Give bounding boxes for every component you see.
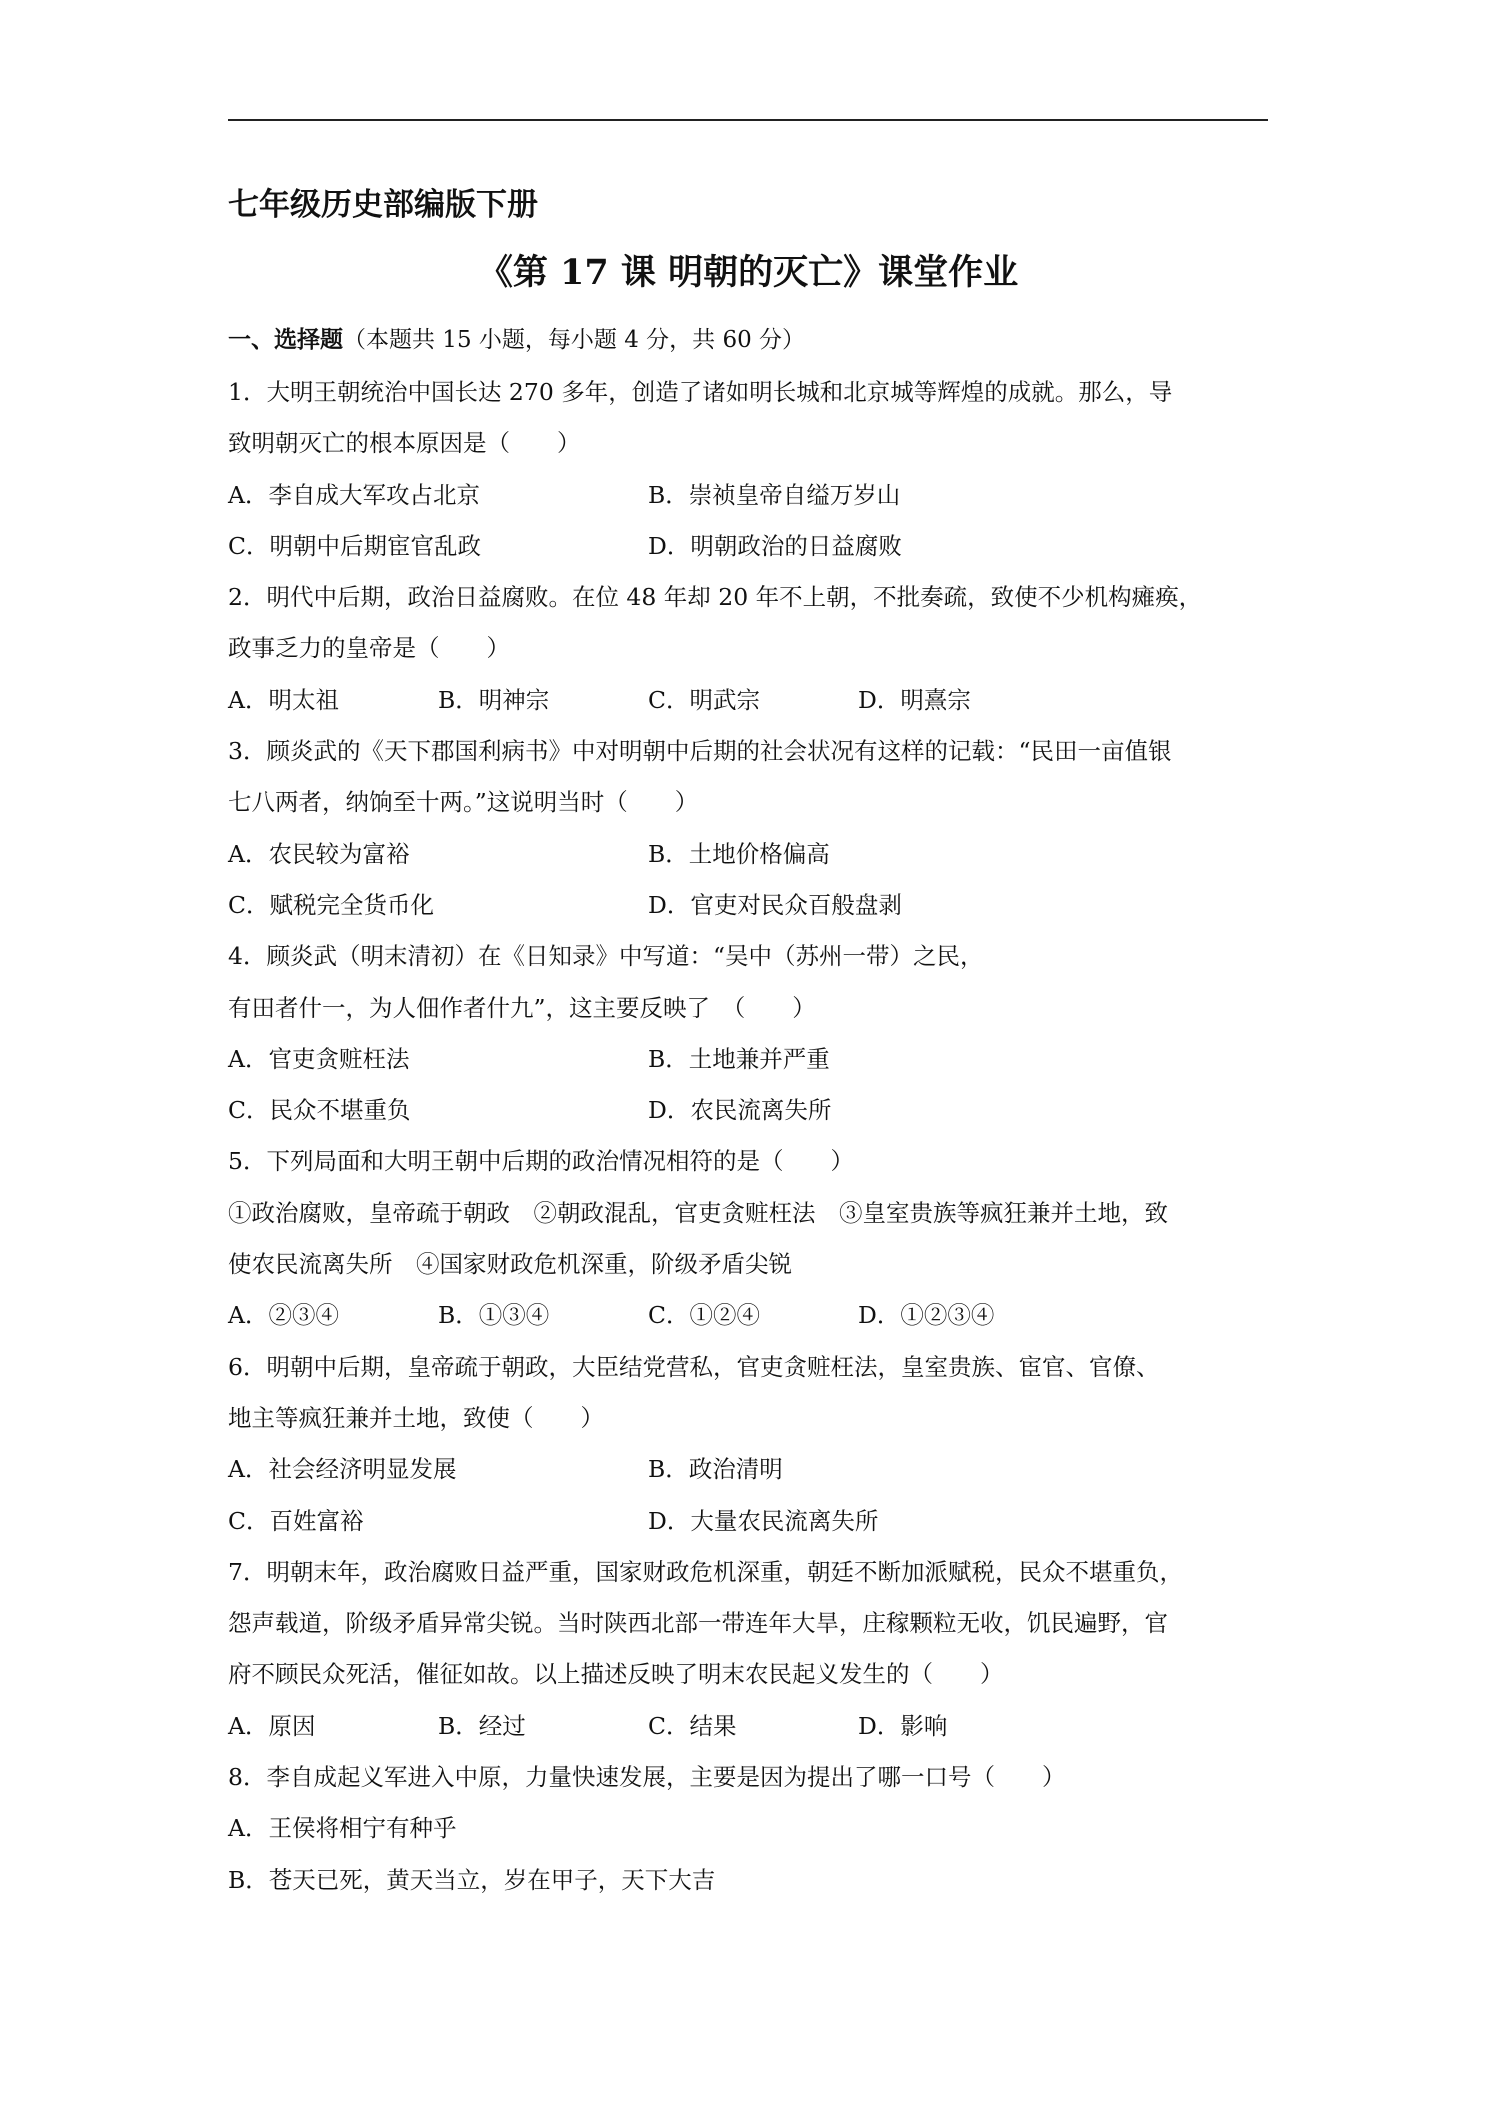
option-a: A．王侯将相宁有种乎 xyxy=(228,1814,457,1843)
option-a: A．②③④ xyxy=(228,1301,339,1330)
option-c: C．百姓富裕 xyxy=(228,1506,364,1535)
question-text-line: 2．明代中后期，政治日益腐败。在位 48 年却 20 年不上朝，不批奏疏，致使不少机构瘫痪， xyxy=(228,583,1203,612)
option-c: C．明朝中后期宦官乱政 xyxy=(228,531,481,560)
option-a: A．李自成大军攻占北京 xyxy=(228,480,480,509)
question-text-line: 政事乏力的皇帝是（ ） xyxy=(228,634,510,663)
question-text-line: 怨声载道，阶级矛盾异常尖锐。当时陕西北部一带连年大旱，庄稼颗粒无收，饥民遍野，官 xyxy=(228,1609,1168,1638)
section-note: （本题共 15 小题，每小题 4 分，共 60 分） xyxy=(343,327,806,353)
grade-title: 七年级历史部编版下册 xyxy=(228,187,538,223)
question-list xyxy=(228,367,1268,1906)
lesson-title: 《第 17 课 明朝的灭亡》课堂作业 xyxy=(477,252,1019,293)
option-c: C．明武宗 xyxy=(648,685,760,714)
options-row xyxy=(228,1496,1268,1547)
question-text-line: ①政治腐败，皇帝疏于朝政 ②朝政混乱，官吏贪赃枉法 ③皇室贵族等疯狂兼并土地，致 xyxy=(228,1198,1168,1227)
question-text-line: 有田者什一，为人佃作者什九”，这主要反映了 （ ） xyxy=(228,993,816,1022)
option-d: D．①②③④ xyxy=(858,1301,995,1330)
question-text-line: 府不顾民众死活，催征如故。以上描述反映了明末农民起义发生的（ ） xyxy=(228,1660,1004,1689)
question-text-line: 6．明朝中后期，皇帝疏于朝政，大臣结党营私，官吏贪赃枉法，皇室贵族、宦官、官僚、 xyxy=(228,1352,1160,1381)
option-c: C．民众不堪重负 xyxy=(228,1096,411,1125)
question-text-line: 地主等疯狂兼并土地，致使（ ） xyxy=(228,1403,604,1432)
option-c: C．①②④ xyxy=(648,1301,760,1330)
option-b: B．政治清明 xyxy=(648,1455,783,1484)
option-b: B．①③④ xyxy=(438,1301,550,1330)
option-a: A．明太祖 xyxy=(228,685,339,714)
question-text-line: 使农民流离失所 ④国家财政危机深重，阶级矛盾尖锐 xyxy=(228,1250,792,1279)
document-page xyxy=(228,0,1268,2104)
option-b: B．苍天已死，黄天当立，岁在甲子，天下大吉 xyxy=(228,1865,716,1894)
question-text-line: 4．顾炎武（明末清初）在《日知录》中写道：“吴中（苏州一带）之民， xyxy=(228,942,984,971)
question-text-line: 5．下列局面和大明王朝中后期的政治情况相符的是（ ） xyxy=(228,1147,854,1176)
section-label: 一、选择题 xyxy=(228,326,343,353)
question-text-line: 7．明朝末年，政治腐败日益严重，国家财政危机深重，朝廷不断加派赋税，民众不堪重负， xyxy=(228,1557,1183,1586)
option-d: D．明朝政治的日益腐败 xyxy=(648,531,902,560)
question-5 xyxy=(228,1136,1268,1341)
question-text-line: 致明朝灭亡的根本原因是（ ） xyxy=(228,429,581,458)
options-row xyxy=(228,1034,1268,1085)
question-text-line: 3．顾炎武的《天下郡国利病书》中对明朝中后期的社会状况有这样的记载：“民田一亩值银 xyxy=(228,737,1172,766)
question-1 xyxy=(228,367,1268,572)
options-row xyxy=(228,521,1268,572)
option-a: A．官吏贪赃枉法 xyxy=(228,1044,410,1073)
option-a: A．农民较为富裕 xyxy=(228,839,410,868)
option-a: A．原因 xyxy=(228,1711,316,1740)
question-6 xyxy=(228,1342,1268,1547)
option-b: B．崇祯皇帝自缢万岁山 xyxy=(648,480,901,509)
option-c: C．结果 xyxy=(648,1711,737,1740)
question-4 xyxy=(228,931,1268,1136)
question-7 xyxy=(228,1547,1268,1752)
question-text-line: 七八两者，纳饷至十两。”这说明当时（ ） xyxy=(228,788,699,817)
question-3 xyxy=(228,726,1268,931)
option-d: D．农民流离失所 xyxy=(648,1096,832,1125)
option-b: B．明神宗 xyxy=(438,685,550,714)
options-row xyxy=(228,880,1268,931)
option-b: B．土地兼并严重 xyxy=(648,1044,830,1073)
option-d: D．大量农民流离失所 xyxy=(648,1506,879,1535)
options-row xyxy=(228,1701,1268,1752)
options-row xyxy=(228,470,1268,521)
options-row xyxy=(228,829,1268,880)
header-rule xyxy=(228,119,1268,121)
option-d: D．官吏对民众百般盘剥 xyxy=(648,890,902,919)
option-d: D．明熹宗 xyxy=(858,685,971,714)
option-d: D．影响 xyxy=(858,1711,948,1740)
option-b: B．土地价格偏高 xyxy=(648,839,830,868)
question-8 xyxy=(228,1752,1268,1906)
option-b: B．经过 xyxy=(438,1711,526,1740)
question-2 xyxy=(228,572,1268,726)
options-row xyxy=(228,1085,1268,1136)
option-c: C．赋税完全货币化 xyxy=(228,890,434,919)
options-row xyxy=(228,675,1268,726)
section-heading xyxy=(228,320,805,360)
question-text-line: 8．李自成起义军进入中原，力量快速发展，主要是因为提出了哪一口号（ ） xyxy=(228,1763,1066,1792)
question-text-line: 1．大明王朝统治中国长达 270 多年，创造了诸如明长城和北京城等辉煌的成就。那么，导 xyxy=(228,378,1173,406)
options-row xyxy=(228,1290,1268,1341)
options-row xyxy=(228,1444,1268,1495)
option-a: A．社会经济明显发展 xyxy=(228,1455,457,1484)
